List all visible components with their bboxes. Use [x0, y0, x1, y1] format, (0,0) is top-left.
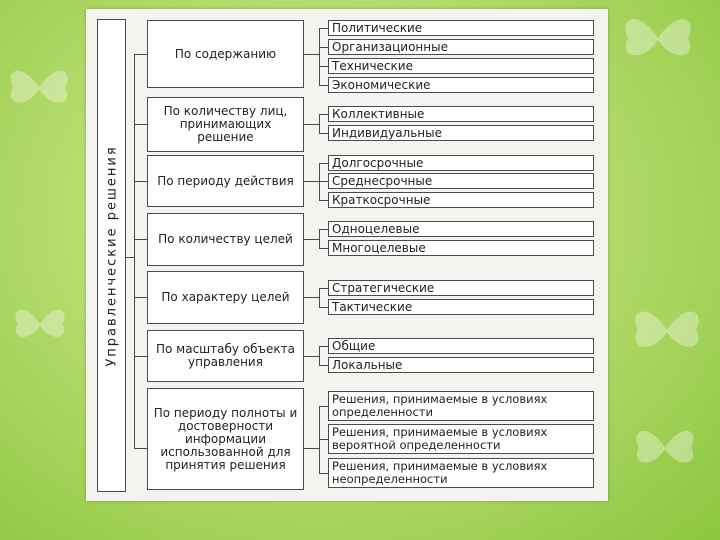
category-label: По количеству целей [158, 232, 293, 246]
connector [304, 124, 319, 125]
item-label: определенности [332, 405, 433, 419]
connector [319, 200, 328, 201]
category-information [147, 388, 304, 490]
connector [304, 239, 319, 240]
trunk-spine [134, 54, 135, 448]
item-label: Общие [332, 338, 376, 353]
item-box [328, 20, 594, 36]
bracket [319, 229, 320, 248]
connector [319, 163, 328, 164]
item-box [328, 357, 594, 373]
connector [304, 356, 319, 357]
item-label: Технические [332, 58, 413, 73]
butterfly-icon [618, 8, 698, 68]
root-title: Управленческие решения [104, 144, 119, 367]
diagram-panel [86, 9, 608, 501]
item-label: Стратегические [332, 280, 435, 295]
connector [134, 181, 147, 182]
connector [304, 181, 319, 182]
item-box [328, 192, 594, 208]
connector [134, 54, 147, 55]
category-label: По периоду действия [157, 173, 294, 188]
item-label: Экономические [332, 77, 431, 92]
butterfly-icon [4, 60, 74, 115]
category-goal-count [147, 213, 304, 266]
connector [134, 239, 147, 240]
item-label: Решения, принимаемые в условиях [332, 392, 548, 406]
item-label: неопределенности [332, 472, 448, 486]
item-box [328, 280, 594, 296]
item-box [328, 391, 594, 421]
connector [319, 229, 328, 230]
category-label: По содержанию [174, 46, 277, 61]
item-box [328, 106, 594, 122]
item-box [328, 125, 594, 141]
connector [319, 288, 328, 289]
item-label: Политические [332, 20, 423, 35]
item-box [328, 39, 594, 55]
item-label: Решения, принимаемые в условиях [332, 425, 548, 439]
item-box [328, 58, 594, 74]
category-people-count [147, 97, 304, 152]
connector [319, 114, 328, 115]
item-label: Локальные [332, 357, 403, 372]
connector [319, 406, 328, 407]
bracket [319, 114, 320, 133]
category-label: По характеру целей [161, 290, 290, 304]
category-period [147, 155, 304, 207]
connector [304, 54, 319, 55]
category-label: По количеству лиц, принимающих решение [163, 104, 288, 144]
item-box [328, 458, 594, 488]
connector [319, 365, 328, 366]
connector [319, 473, 328, 474]
category-goal-nature [147, 271, 304, 324]
connector [319, 307, 328, 308]
item-label: Среднесрочные [332, 173, 433, 188]
item-label: Краткосрочные [332, 192, 431, 207]
bracket [319, 28, 320, 85]
item-label: Коллективные [332, 106, 425, 121]
connector [319, 346, 328, 347]
item-label: Одноцелевые [332, 221, 420, 236]
item-label: Долгосрочные [332, 155, 424, 170]
connector [319, 66, 328, 67]
item-label: вероятной определенности [332, 438, 501, 452]
connector [319, 248, 328, 249]
item-label: Организационные [332, 39, 448, 54]
category-scale [147, 330, 304, 382]
item-label: Многоцелевые [332, 240, 426, 255]
category-label: По периоду полноты и достоверности информации использованной для принятия решения [153, 405, 298, 472]
item-box [328, 77, 594, 93]
connector [304, 297, 319, 298]
connector [134, 124, 147, 125]
connector [304, 448, 319, 449]
bracket [319, 346, 320, 365]
root-node [97, 19, 126, 492]
connector [134, 448, 147, 449]
item-box [328, 155, 594, 171]
connector [319, 85, 328, 86]
item-label: Индивидуальные [332, 125, 442, 140]
item-box [328, 338, 594, 354]
butterfly-icon [628, 300, 706, 360]
connector [319, 439, 328, 440]
item-box [328, 299, 594, 315]
trunk-connector [126, 257, 134, 258]
connector [134, 356, 147, 357]
category-label: По масштабу объекта управления [155, 342, 296, 369]
item-box [328, 240, 594, 256]
item-box [328, 173, 594, 189]
connector [319, 47, 328, 48]
connector [319, 28, 328, 29]
item-label: Тактические [332, 299, 413, 314]
butterfly-icon [630, 420, 700, 475]
bracket [319, 288, 320, 307]
category-content [147, 20, 304, 88]
item-label: Решения, принимаемые в условиях [332, 459, 548, 473]
connector [319, 133, 328, 134]
item-box [328, 221, 594, 237]
connector [134, 297, 147, 298]
butterfly-icon [10, 300, 70, 348]
connector [319, 181, 328, 182]
item-box [328, 424, 594, 454]
